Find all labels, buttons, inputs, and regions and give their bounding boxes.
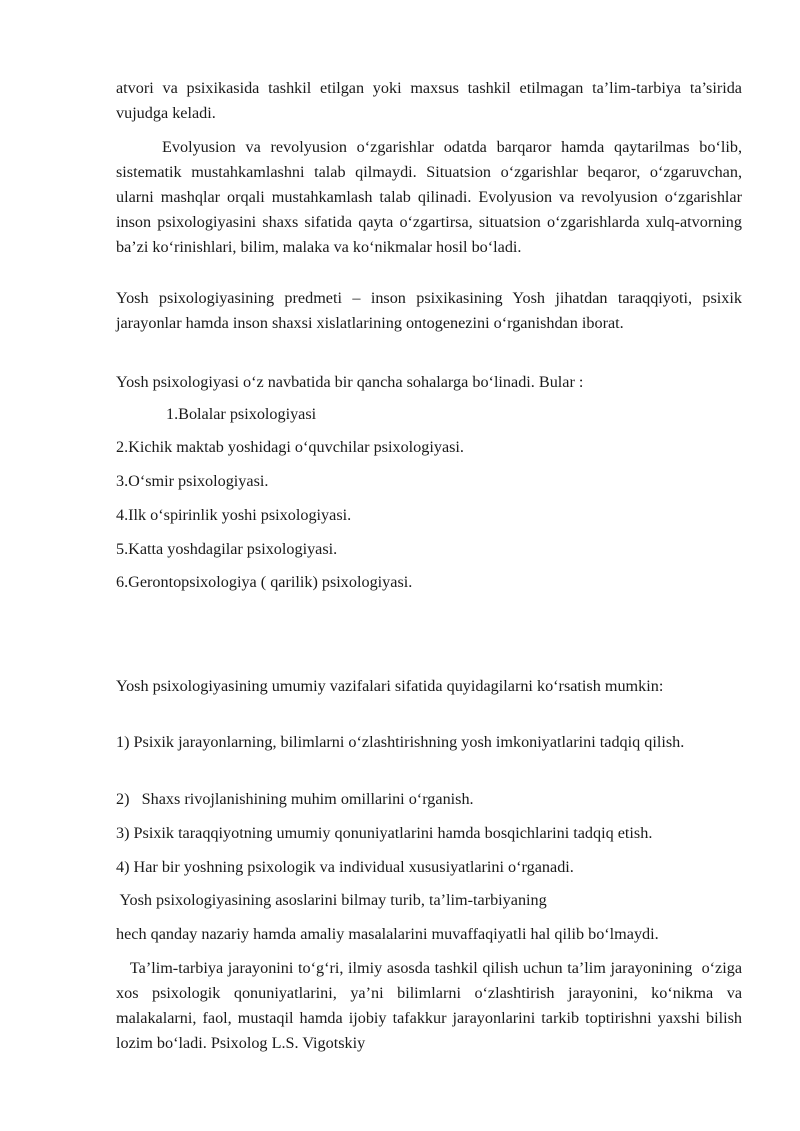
branch-item-4: 4.Ilk o‘spirinlik yoshi psixologiyasi. [116, 506, 352, 524]
paragraph-branches-intro: Yosh psixologiyasi o‘z navbatida bir qancha sohalarga bo‘linadi. Bular : [116, 373, 584, 391]
paragraph-tasks-intro: Yosh psixologiyasining umumiy vazifalari sifatida quyidagilarni ko‘rsatish mumkin: [116, 677, 664, 695]
branch-item-1: 1.Bolalar psixologiyasi [166, 405, 317, 423]
closing-line-1: Yosh psixologiyasining asoslarini bilmay turib, ta’lim-tarbiyaning [116, 891, 547, 909]
paragraph-final: Ta’lim-tarbiya jarayonini to‘g‘ri, ilmiy asosda tashkil qilish uchun ta’lim jarayonining o‘ziga xos psixologik qonuniyatlarini, ya’ni bilimlarni o‘zlashtirish jarayonini, ko‘nikma va malakalarni, faol, mustaqil hamda ijobiy tafakkur jarayonlarini tarkib toptirishni yaxshi bilish lozim bo‘ladi. Psixolog L.S. Vigotskiy [116, 959, 747, 1052]
branch-item-6: 6.Gerontopsixologiya ( qarilik) psixologiyasi. [116, 573, 413, 591]
branch-item-2: 2.Kichik maktab yoshidagi o‘quvchilar psixologiyasi. [116, 438, 464, 456]
branch-item-3: 3.O‘smir psixologiyasi. [116, 472, 269, 490]
paragraph-continuation: atvori va psixikasida tashkil etilgan yoki maxsus tashkil etilmagan ta’lim-tarbiya ta’sirida vujudga keladi. [116, 79, 742, 122]
task-item-1: 1) Psixik jarayonlarning, bilimlarni o‘zlashtirishning yosh imkoniyatlarini tadqiq qilish. [116, 733, 685, 751]
task-item-4: 4) Har bir yoshning psixologik va individual xususiyatlarini o‘rganadi. [116, 858, 574, 876]
paragraph-change-types: Evolyusion va revolyusion o‘zgarishlar odatda barqaror hamda qaytarilmas bo‘lib, sistematik mustahkamlashni talab qilmaydi. Situatsion o‘zgarishlar beqaror, o‘zgaruvchan, ularni mashqlar orqali mustahkamlash talab qilinadi. Evolyusion va revolyusion o‘zgarishlar inson psixologiyasini shaxs sifatida qayta o‘zgartirsa, situatsion o‘zgarishlarda xulq-atvorning ba’zi ko‘rinishlari, bilim, malaka va ko‘nikmalar hosil bo‘ladi. [116, 138, 742, 256]
task-item-2: 2) Shaxs rivojlanishining muhim omillarini o‘rganish. [116, 790, 474, 808]
branch-item-5: 5.Katta yoshdagilar psixologiyasi. [116, 540, 338, 558]
task-item-3: 3) Psixik taraqqiyotning umumiy qonuniyatlarini hamda bosqichlarini tadqiq etish. [116, 824, 653, 842]
closing-line-2: hech qanday nazariy hamda amaliy masalalarini muvaffaqiyatli hal qilib bo‘lmaydi. [116, 925, 659, 943]
paragraph-subject: Yosh psixologiyasining predmeti – inson psixikasining Yosh jihatdan taraqqiyoti, psixik jarayonlar hamda inson shaxsi xislatlarining ontogenezini o‘rganishdan iborat. [116, 289, 742, 332]
